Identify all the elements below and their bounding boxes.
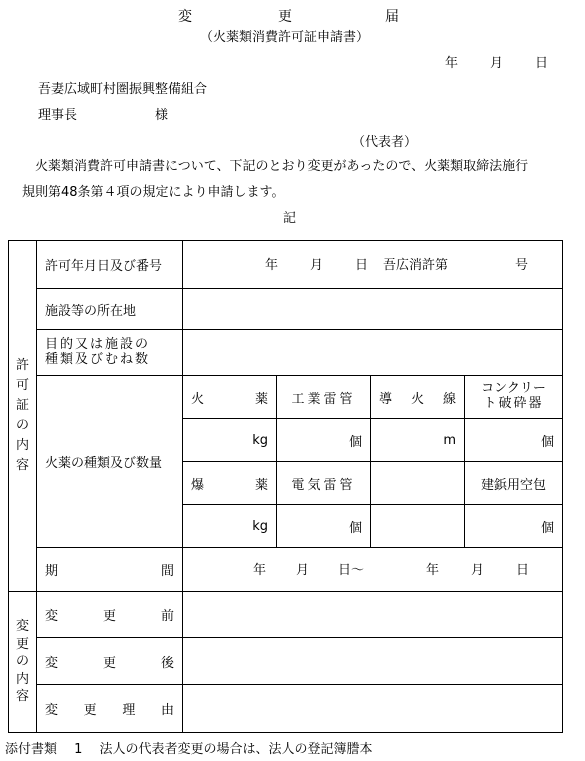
attachments-note: 添付書類 1 法人の代表者変更の場合は、法人の登記簿謄本	[5, 742, 373, 757]
header-gunpowder	[183, 376, 277, 419]
document-subtitle: （火薬類消費許可証申請書）	[200, 30, 370, 45]
label-purpose	[37, 330, 183, 376]
reason-change-field[interactable]	[183, 685, 563, 733]
section-char: の	[15, 654, 29, 670]
section-change-content	[9, 592, 37, 733]
label-reason-change	[37, 685, 183, 733]
header-fuse	[371, 376, 465, 419]
gunpowder-char: 薬	[254, 391, 268, 407]
permit-year: 年	[265, 257, 279, 273]
honorific: 様	[155, 108, 169, 123]
period-day-2: 日	[516, 562, 530, 578]
section-char: 証	[15, 397, 29, 413]
period-char: 間	[160, 564, 174, 579]
addressee-organization: 吾妻広域町村圏振興整備組合	[38, 82, 208, 97]
section-permit-content	[9, 241, 37, 592]
permit-month: 月	[310, 257, 324, 273]
body-text-line-2: 規則第48条第４項の規定により申請します。	[22, 185, 285, 200]
fuse-char: 導	[379, 391, 393, 407]
section-char: 容	[15, 458, 29, 474]
period-month-2: 月	[471, 562, 485, 578]
before-char: 変	[45, 609, 59, 624]
period-year-2: 年	[426, 562, 440, 578]
after-char: 変	[45, 655, 59, 671]
date-month: 月	[490, 56, 504, 71]
addressee-title: 理事長	[38, 108, 78, 123]
before-char: 更	[102, 609, 116, 624]
title-char-3: 届	[385, 9, 399, 25]
fuse-qty-field[interactable]: m	[371, 419, 465, 462]
reason-char: 由	[160, 703, 174, 718]
date-day: 日	[535, 56, 549, 71]
label-facility-location	[37, 289, 183, 330]
ki-heading: 記	[283, 211, 297, 226]
fuse-char: 線	[442, 391, 456, 407]
section-char: 変	[15, 619, 29, 635]
header-blank	[371, 462, 465, 505]
section-char: 内	[15, 671, 29, 687]
header-electric-detonator: 電気雷管	[277, 462, 371, 505]
facility-location-text: 施設等の所在地	[45, 303, 137, 319]
electric-detonator-qty-field[interactable]: 個	[277, 505, 371, 548]
body-text-line-1: 火薬類消費許可申請書について、下記のとおり変更があったので、火薬類取締法施行	[22, 159, 529, 174]
header-concrete-breaker	[465, 376, 563, 419]
permit-number-suffix: 号	[515, 257, 529, 273]
facility-location-field[interactable]	[183, 289, 563, 330]
concrete-breaker-line-1: コンクリー	[481, 381, 546, 397]
representative-label: （代表者）	[352, 135, 418, 150]
header-rivet-blank: 建鋲用空包	[465, 462, 563, 505]
permit-date-number-field[interactable]	[183, 241, 563, 289]
period-year: 年	[253, 562, 267, 578]
reason-char: 変	[45, 703, 59, 718]
after-change-field[interactable]	[183, 638, 563, 685]
title-char-1: 変	[178, 9, 192, 25]
period-field[interactable]	[183, 548, 563, 592]
explosive-char: 薬	[254, 477, 268, 493]
rivet-blank-qty-field[interactable]: 個	[465, 505, 563, 548]
header-industrial-detonator: 工業雷管	[277, 376, 371, 419]
permit-number-prefix: 吾広消許第	[383, 257, 449, 273]
label-period	[37, 548, 183, 592]
before-change-field[interactable]	[183, 592, 563, 638]
after-char: 更	[102, 655, 116, 671]
gunpowder-qty-field[interactable]: kg	[183, 419, 277, 462]
permit-day: 日	[355, 257, 369, 273]
section-char: 容	[15, 689, 29, 705]
industrial-detonator-qty-field[interactable]: 個	[277, 419, 371, 462]
period-month: 月	[296, 562, 310, 578]
section-char: 可	[15, 377, 29, 393]
purpose-line-1: 目的又は施設の	[45, 336, 151, 352]
period-char: 期	[45, 564, 59, 579]
label-explosives-type-qty: 火薬の種類及び数量	[37, 376, 183, 548]
reason-char: 理	[122, 703, 136, 718]
label-permit-date-number: 許可年月日及び番号	[37, 241, 183, 289]
fuse-char: 火	[410, 391, 424, 407]
period-day-from: 日～	[338, 562, 365, 578]
title-char-2: 更	[278, 9, 292, 25]
reason-char: 更	[83, 703, 97, 718]
section-char: 更	[15, 636, 29, 652]
before-char: 前	[160, 609, 174, 624]
concrete-breaker-qty-field[interactable]: 個	[465, 419, 563, 462]
section-char: の	[15, 418, 29, 433]
explosive-qty-field[interactable]: kg	[183, 505, 277, 548]
date-year: 年	[445, 56, 459, 71]
section-char: 許	[15, 357, 29, 373]
gunpowder-char: 火	[191, 391, 205, 407]
purpose-field[interactable]	[183, 330, 563, 376]
label-before-change	[37, 592, 183, 638]
explosive-char: 爆	[191, 477, 205, 493]
purpose-line-2: 種類及びむね数	[45, 351, 151, 367]
notification-form-table	[8, 240, 563, 733]
section-char: 内	[15, 438, 29, 454]
after-char: 後	[160, 655, 174, 671]
blank-qty-field[interactable]	[371, 505, 465, 548]
label-after-change	[37, 638, 183, 685]
concrete-breaker-line-2: ト破砕器	[483, 396, 544, 411]
header-explosive	[183, 462, 277, 505]
